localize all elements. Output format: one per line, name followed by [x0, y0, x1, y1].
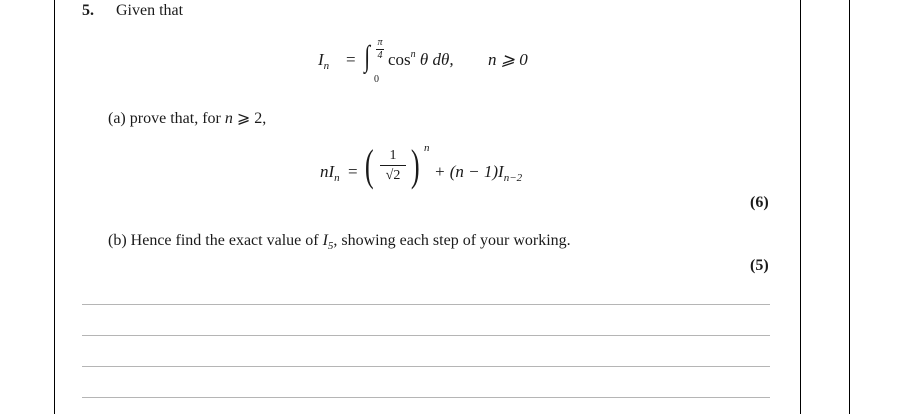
answer-line[interactable]	[82, 397, 770, 398]
page-margin-right	[800, 0, 801, 414]
part-a-label: (a)	[108, 110, 126, 127]
answer-line[interactable]	[82, 366, 770, 367]
right-paren: )	[410, 141, 420, 190]
part-a-prompt: (a) prove that, for n ⩾ 2,	[108, 110, 267, 127]
definition-equation	[318, 38, 618, 88]
integrand: $\cos^n \theta$ dθ,	[388, 49, 454, 69]
page-edge-right	[849, 0, 850, 414]
marks-part-b: (5)	[750, 257, 769, 274]
lower-limit: 0	[374, 74, 379, 85]
part-b-prompt: (b) Hence find the exact value of $I_5$, showing each step of your working.	[108, 232, 571, 252]
eq2-lhs: $nI_n$	[320, 162, 340, 184]
left-paren: (	[364, 141, 374, 190]
integral-sign: ∫	[364, 40, 370, 73]
eq1-lhs: $I_n$	[318, 50, 330, 72]
fraction-one-over-root-two: 1 √2	[380, 148, 406, 183]
answer-line[interactable]	[82, 335, 770, 336]
part-b-label: (b)	[108, 232, 127, 249]
eq2-rest: + $(n - 1)I_{n-2}$	[434, 162, 523, 184]
eq2-equals: =	[348, 162, 358, 181]
question-intro: Given that	[116, 2, 184, 19]
eq2-power: n	[424, 142, 430, 154]
answer-line[interactable]	[82, 304, 770, 305]
question-number: 5.	[82, 2, 94, 19]
reduction-formula	[320, 140, 640, 200]
eq1-equals: =	[346, 50, 356, 69]
upper-limit: π 4	[377, 37, 383, 61]
eq1-condition: n ⩾ 0	[488, 50, 528, 69]
marks-part-a: (6)	[750, 194, 769, 211]
page-margin-left	[54, 0, 55, 414]
